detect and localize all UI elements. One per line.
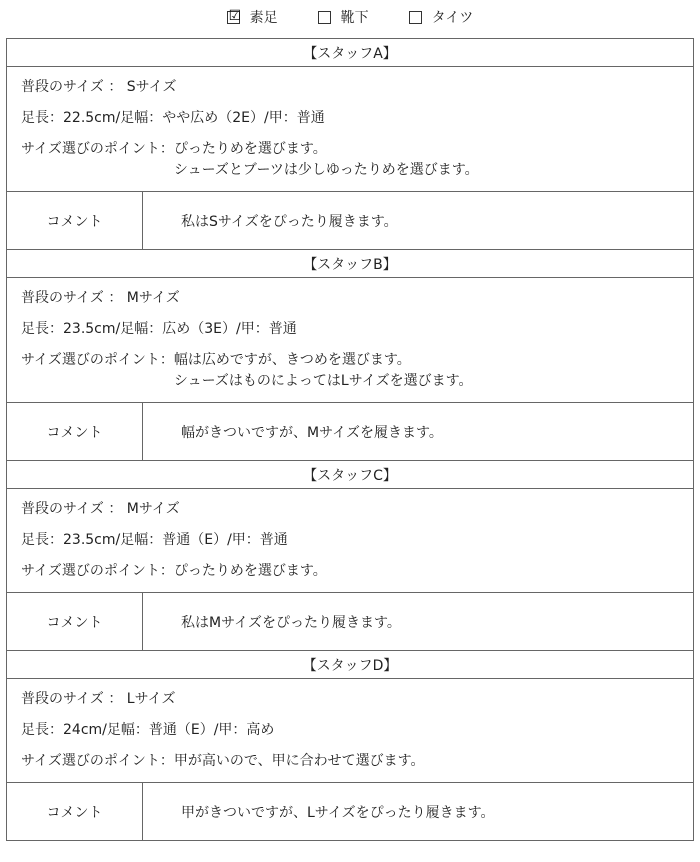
comment-text: 幅がきついですが、Mサイズを履きます。 [181, 424, 443, 441]
size-point-text: ぴったりめを選びます。 [173, 141, 327, 157]
size-point-text: シューズとブーツは少しゆったりめを選びます。 [173, 162, 479, 178]
usual-size: 普段のサイズ ： Lサイズ [21, 691, 176, 707]
comment-row [7, 593, 693, 651]
usual-size: 普段のサイズ ： Mサイズ [21, 501, 180, 517]
comment-text: 甲がきついですが、Lサイズをぴったり履きます。 [181, 804, 495, 821]
comment-label: コメント [7, 192, 143, 249]
staff-info [7, 679, 693, 783]
staff-info [7, 489, 693, 593]
comment-label: コメント [7, 593, 143, 650]
staff-info [7, 67, 693, 192]
filter-tights[interactable] [409, 7, 474, 27]
comment-row [7, 783, 693, 841]
size-point [21, 139, 679, 181]
usual-size: 普段のサイズ ： Sサイズ [21, 79, 177, 95]
foot-measurements: 足長：22.5cm/足幅：やや広め（2E）/甲：普通 [21, 110, 325, 126]
usual-size: 普段のサイズ ： Mサイズ [21, 290, 180, 306]
size-point-label: サイズ選びのポイント： [21, 753, 174, 769]
size-point-label: サイズ選びのポイント： [21, 141, 174, 157]
checkbox-barefoot[interactable] [227, 7, 242, 24]
filter-label: タイツ [431, 10, 474, 26]
size-point [21, 751, 679, 772]
comment-text: 私はMサイズをぴったり履きます。 [181, 614, 401, 631]
wear-type-filters [0, 6, 700, 28]
size-point-text: シューズはものによってはLサイズを選びます。 [173, 373, 473, 389]
staff-info [7, 278, 693, 403]
comment-text: 私はSサイズをぴったり履きます。 [181, 213, 398, 230]
foot-measurements: 足長：23.5cm/足幅：広め（3E）/甲：普通 [21, 321, 297, 337]
checkmark-icon: ☑ [228, 7, 242, 24]
comment-label: コメント [7, 783, 143, 840]
checkbox-socks[interactable] [318, 11, 331, 24]
comment-row [7, 192, 693, 250]
staff-size-table [6, 38, 694, 841]
size-point-label: サイズ選びのポイント： [21, 352, 174, 368]
staff-header: 【スタッフA】 [7, 39, 693, 67]
size-point-label: サイズ選びのポイント： [21, 563, 174, 579]
comment-label: コメント [7, 403, 143, 460]
staff-header: 【スタッフC】 [7, 461, 693, 489]
size-point-text: 甲が高いので、甲に合わせて選びます。 [173, 753, 425, 769]
checkbox-tights[interactable] [409, 11, 422, 24]
filter-barefoot[interactable] [227, 7, 278, 27]
filter-label: 素足 [249, 10, 278, 26]
comment-row [7, 403, 693, 461]
staff-header: 【スタッフB】 [7, 250, 693, 278]
filter-socks[interactable] [318, 7, 369, 27]
size-point [21, 561, 679, 582]
size-point-text: 幅は広めですが、きつめを選びます。 [173, 352, 411, 368]
filter-label: 靴下 [340, 10, 369, 26]
foot-measurements: 足長：23.5cm/足幅：普通（E）/甲：普通 [21, 532, 288, 548]
staff-header: 【スタッフD】 [7, 651, 693, 679]
foot-measurements: 足長：24cm/足幅：普通（E）/甲：高め [21, 722, 275, 738]
size-point [21, 350, 679, 392]
size-point-text: ぴったりめを選びます。 [173, 563, 327, 579]
